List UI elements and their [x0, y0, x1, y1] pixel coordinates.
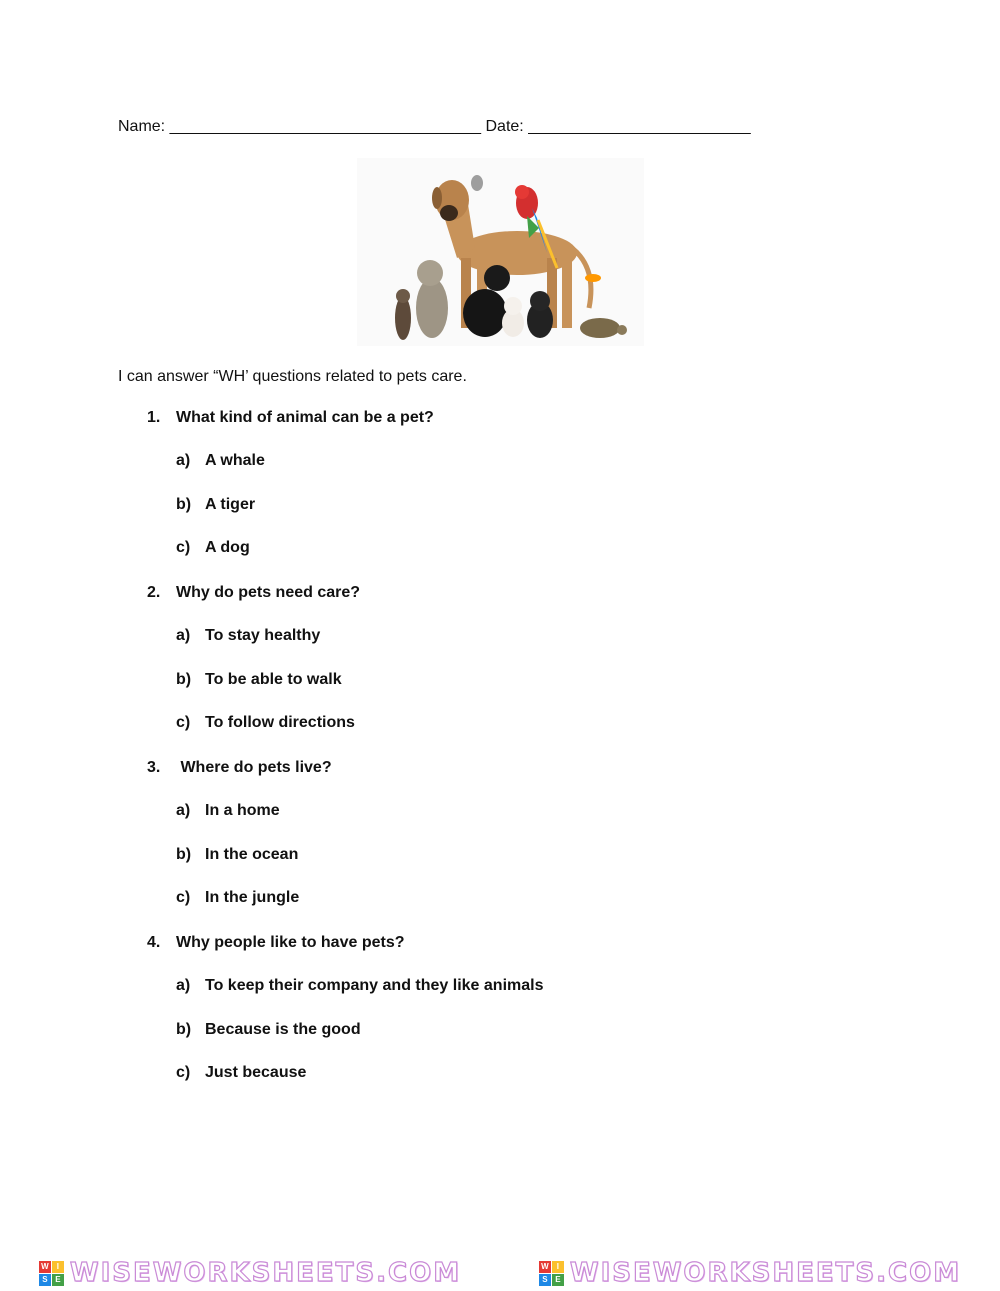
option-letter: b) — [176, 496, 192, 513]
question-1-option-c[interactable] — [176, 539, 250, 557]
option-letter: c) — [176, 889, 191, 906]
question-number: 2. — [147, 584, 161, 601]
option-text: A whale — [205, 452, 265, 469]
pets-group-image — [357, 158, 644, 346]
name-blank[interactable]: ___________________________________ — [169, 118, 482, 135]
question-text: What kind of animal can be a pet? — [176, 409, 434, 426]
option-letter: c) — [176, 714, 191, 731]
question-text: Why do pets need care? — [176, 584, 361, 601]
option-letter: c) — [176, 1064, 191, 1081]
option-text: A tiger — [205, 496, 256, 513]
question-3-option-c[interactable] — [176, 889, 299, 907]
question-1-option-b[interactable] — [176, 496, 255, 514]
question-2 — [147, 584, 360, 602]
question-1 — [147, 409, 434, 427]
question-3-option-a[interactable] — [176, 802, 280, 820]
question-text: Where do pets live? — [176, 759, 332, 776]
option-letter: c) — [176, 539, 191, 556]
option-text: Because is the good — [205, 1021, 361, 1038]
option-text: In the jungle — [205, 889, 300, 906]
option-letter: b) — [176, 671, 192, 688]
watermark-group-2 — [539, 1258, 961, 1288]
question-4-option-a[interactable] — [176, 977, 543, 995]
name-label: Name: — [118, 118, 166, 135]
watermark-group-1 — [39, 1258, 461, 1288]
option-text: To be able to walk — [205, 671, 342, 688]
option-text: To stay healthy — [205, 627, 321, 644]
option-text: Just because — [205, 1064, 307, 1081]
question-4 — [147, 934, 405, 952]
watermark-logo-icon: W I S E — [39, 1261, 64, 1286]
question-number: 1. — [147, 409, 161, 426]
watermark-text: WISEWORKSHEETS.COM — [569, 1258, 962, 1288]
question-1-option-a[interactable] — [176, 452, 265, 470]
question-4-option-b[interactable] — [176, 1021, 361, 1039]
option-letter: a) — [176, 802, 191, 819]
option-text: In a home — [205, 802, 280, 819]
watermark-text: WISEWORKSHEETS.COM — [69, 1258, 462, 1288]
option-letter: a) — [176, 452, 191, 469]
watermark-footer — [0, 1255, 1000, 1291]
question-2-option-b[interactable] — [176, 671, 342, 689]
question-number: 4. — [147, 934, 161, 951]
option-letter: a) — [176, 977, 191, 994]
learning-objective: I can answer “WH’ questions related to pets care. — [118, 368, 467, 385]
option-letter: a) — [176, 627, 191, 644]
question-text: Why people like to have pets? — [176, 934, 405, 951]
date-label: Date: — [485, 118, 524, 135]
option-text: To keep their company and they like animals — [205, 977, 544, 994]
option-text: In the ocean — [205, 846, 299, 863]
question-3-option-b[interactable] — [176, 846, 298, 864]
option-letter: b) — [176, 1021, 192, 1038]
option-text: To follow directions — [205, 714, 355, 731]
option-letter: b) — [176, 846, 192, 863]
question-3 — [147, 759, 332, 777]
question-2-option-c[interactable] — [176, 714, 355, 732]
watermark-logo-icon: W I S E — [539, 1261, 564, 1286]
date-blank[interactable]: _________________________ — [528, 118, 751, 135]
name-date-line — [118, 118, 751, 136]
option-text: A dog — [205, 539, 250, 556]
question-4-option-c[interactable] — [176, 1064, 306, 1082]
question-number: 3. — [147, 759, 161, 776]
question-2-option-a[interactable] — [176, 627, 320, 645]
